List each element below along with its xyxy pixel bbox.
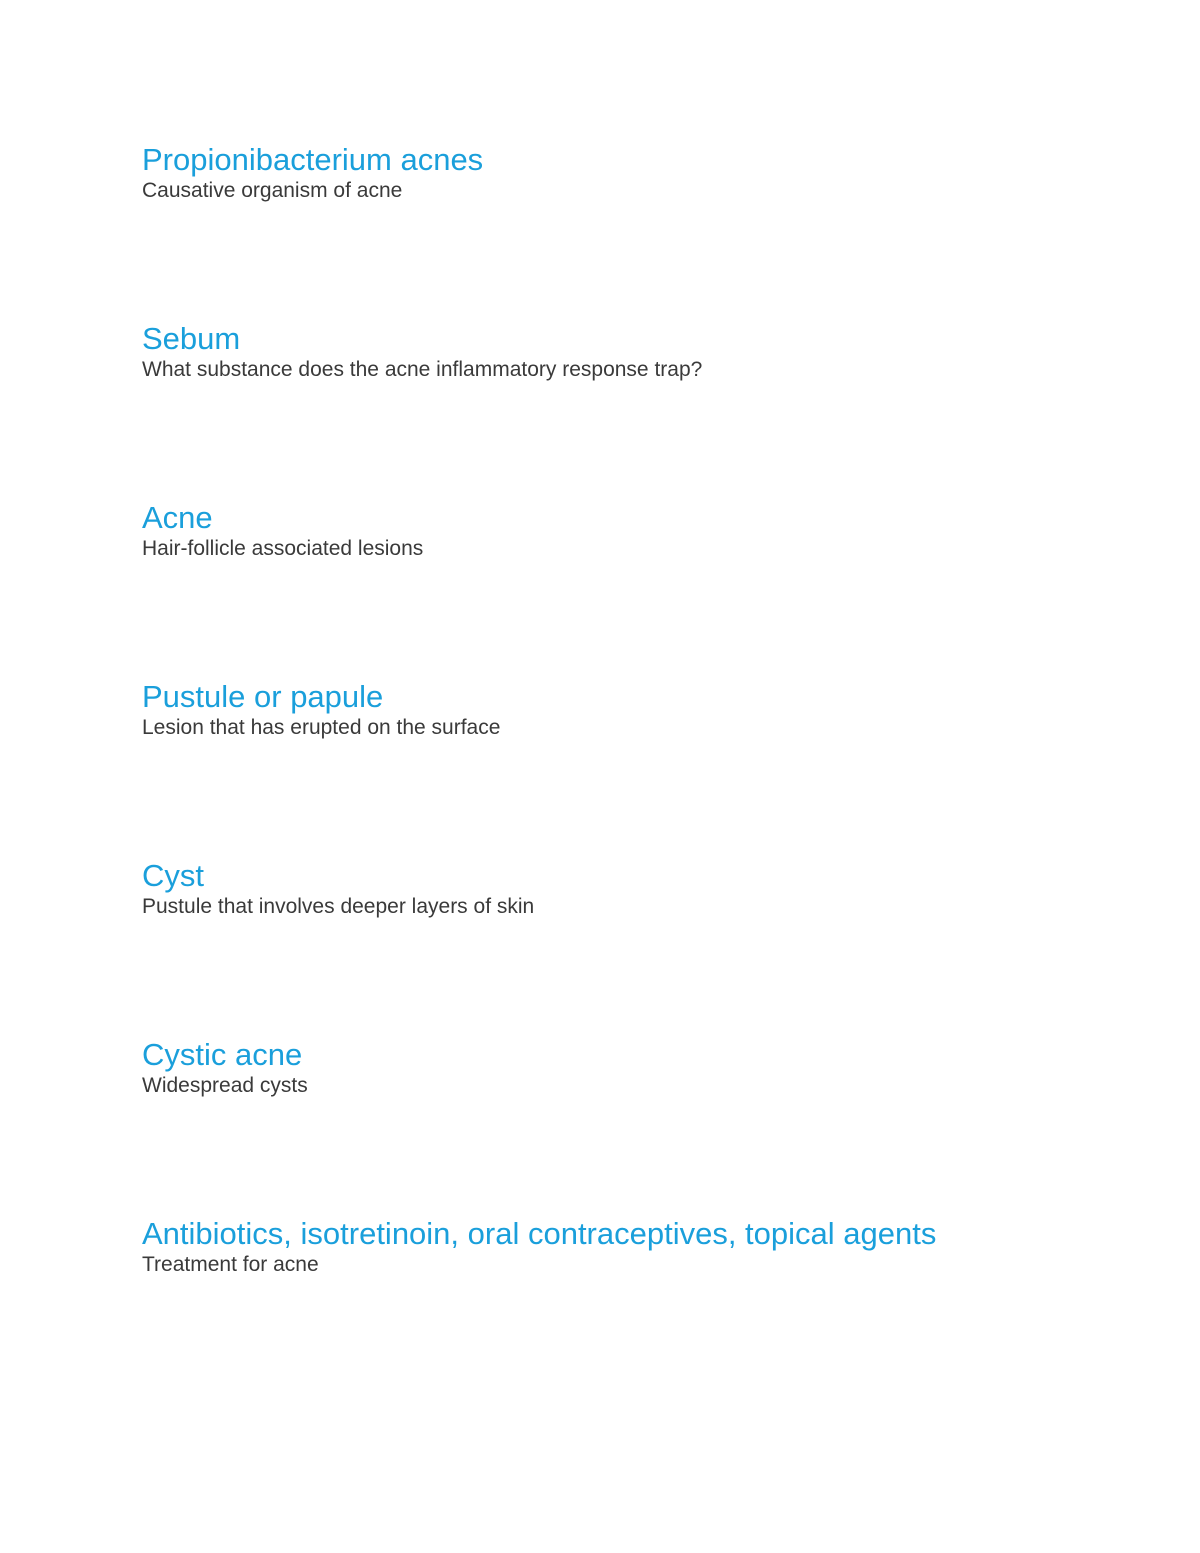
flashcard-3: [142, 500, 1142, 562]
flashcard-definition: Widespread cysts: [142, 1074, 308, 1097]
flashcard-term: Sebum: [142, 321, 241, 356]
flashcard-term: Propionibacterium acnes: [142, 142, 484, 177]
flashcard-term: Antibiotics, isotretinoin, oral contraceptives, topical agents: [142, 1216, 937, 1251]
flashcard-definition: Pustule that involves deeper layers of skin: [142, 895, 535, 918]
flashcard-1: [142, 142, 1142, 204]
flashcard-2: [142, 321, 1142, 383]
flashcard-7: [142, 1216, 1142, 1278]
flashcard-6: [142, 1037, 1142, 1099]
flashcard-definition: Hair-follicle associated lesions: [142, 537, 424, 560]
flashcard-definition: Lesion that has erupted on the surface: [142, 716, 501, 739]
flashcard-term: Cystic acne: [142, 1037, 303, 1072]
flashcard-term: Acne: [142, 500, 213, 535]
flashcard-definition: What substance does the acne inflammatory response trap?: [142, 358, 703, 381]
flashcard-4: [142, 679, 1142, 741]
flashcard-definition: Causative organism of acne: [142, 179, 403, 202]
flashcard-term: Cyst: [142, 858, 204, 893]
flashcard-5: [142, 858, 1142, 920]
flashcard-term: Pustule or papule: [142, 679, 384, 714]
flashcard-definition: Treatment for acne: [142, 1253, 319, 1276]
